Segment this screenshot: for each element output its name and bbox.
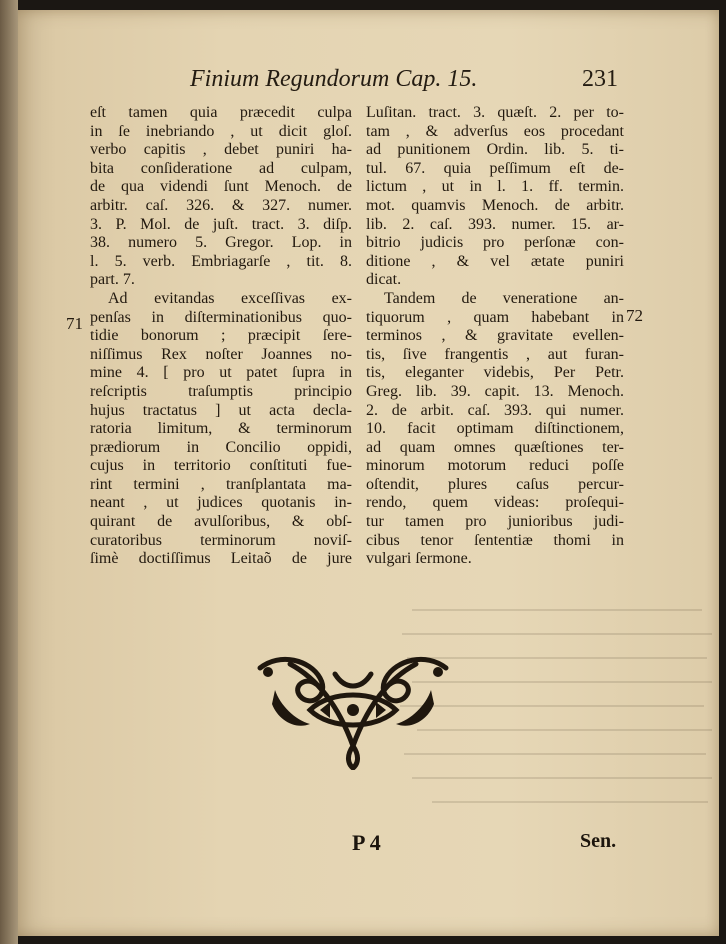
text-line: reſcriptis traſumptis principio [90, 382, 352, 400]
text-line: ſimè doctiſſimus Leitaõ de jure [90, 550, 352, 568]
text-line: rint termini , tranſplantata ma- [90, 475, 352, 493]
text-line: Ad evitandas exceſſivas ex- [108, 289, 352, 307]
text-line: 10. facit optimam diſtinctionem, [366, 420, 624, 438]
catchword: Sen. [580, 830, 617, 852]
text-line: ratoria limitum, & terminorum [90, 420, 352, 438]
text-line: tul. 67. quia peſſimum eſt de- [366, 159, 624, 177]
text-line: Greg. lib. 39. capit. 13. Menoch. [366, 382, 624, 400]
text-line: l. 5. verb. Embriagarſe , tit. 8. [90, 252, 352, 270]
text-line: minorum motorum reduci poſſe [366, 457, 624, 475]
text-line: tis, eleganter videbis, Per Petr. [366, 364, 624, 382]
margin-number-left: 71 [66, 314, 83, 333]
text-line: bitrio judicis pro perſonæ con- [366, 234, 624, 252]
text-line: rendo, quem videas: proſequi- [366, 494, 624, 512]
text-line: vulgari ſermone. [366, 550, 472, 568]
text-line: arbitr. caſ. 326. & 327. numer. [90, 196, 352, 214]
text-line: lictum , ut in l. 1. ff. termin. [366, 178, 624, 196]
text-line: ditione , & vel ætate puniri [366, 252, 624, 270]
text-line: niſſimus Rex noſter Joannes no- [90, 345, 352, 363]
text-line: lib. 2. caſ. 393. numer. 15. ar- [366, 215, 624, 233]
left-column [90, 104, 352, 569]
margin-number-right: 72 [626, 306, 643, 325]
text-line: tur tamen pro junioribus judi- [366, 513, 624, 531]
right-column [366, 104, 624, 569]
text-line: tam , & adverſus eos procedant [366, 122, 624, 140]
text-line: quirant de avulſoribus, & obſ- [90, 513, 352, 531]
text-line: tis, ſive frangentis , aut furan- [366, 345, 624, 363]
signature-mark: P 4 [352, 830, 381, 855]
text-line: oſtendit, plures caſus percur- [366, 475, 624, 493]
text-line: cibus tenor ſententiæ thomi in [366, 531, 624, 549]
text-line: mot. quamvis Menoch. de arbitr. [366, 196, 624, 214]
text-line: tiquorum , quam habebant in [366, 308, 624, 326]
text-line: neant , ut judices quotanis in- [90, 494, 352, 512]
text-line: hujus tractatus ] ut acta decla- [90, 401, 352, 419]
book-spine [0, 0, 18, 944]
text-line: 3. P. Mol. de juſt. tract. 3. diſp. [90, 215, 352, 233]
page-number: 231 [582, 66, 618, 92]
text-line: in ſe inebriando , ut dicit gloſ. [90, 122, 352, 140]
text-line: mine 4. [ pro ut patet ſupra in [90, 364, 352, 382]
text-line: de qua videndi ſunt Menoch. de [90, 178, 352, 196]
text-line: prædiorum in Concilio oppidi, [90, 438, 352, 456]
fleuron-ornament-icon [250, 650, 456, 770]
text-line: ad punitionem Ordin. lib. 5. ti- [366, 141, 624, 159]
text-line: penſas in diſterminationibus quo- [90, 308, 352, 326]
text-line: dicat. [366, 271, 402, 289]
text-line: Luſitan. tract. 3. quæſt. 2. per to- [366, 104, 624, 121]
text-line: terminos , & gravitate evellen- [366, 327, 624, 345]
running-head: Finium Regundorum Cap. 15. [190, 66, 478, 92]
text-line: 2. de arbit. caſ. 393. qui numer. [366, 401, 624, 419]
text-line: 38. numero 5. Gregor. Lop. in [90, 234, 352, 252]
text-line: curatoribus terminorum noviſ- [90, 531, 352, 549]
text-line: Tandem de veneratione an- [384, 289, 624, 307]
text-line: verbo capitis , debet puniri ha- [90, 141, 352, 159]
text-line: bita conſideratione ad culpam, [90, 159, 352, 177]
text-line: ad quam omnes quæſtiones ter- [366, 438, 624, 456]
text-line: part. 7. [90, 271, 135, 289]
text-line: cujus in territorio conſtituti fue- [90, 457, 352, 475]
text-line: tidie bonorum ; præcipit ſere- [90, 327, 352, 345]
text-line: eſt tamen quia præcedit culpa [90, 104, 352, 121]
